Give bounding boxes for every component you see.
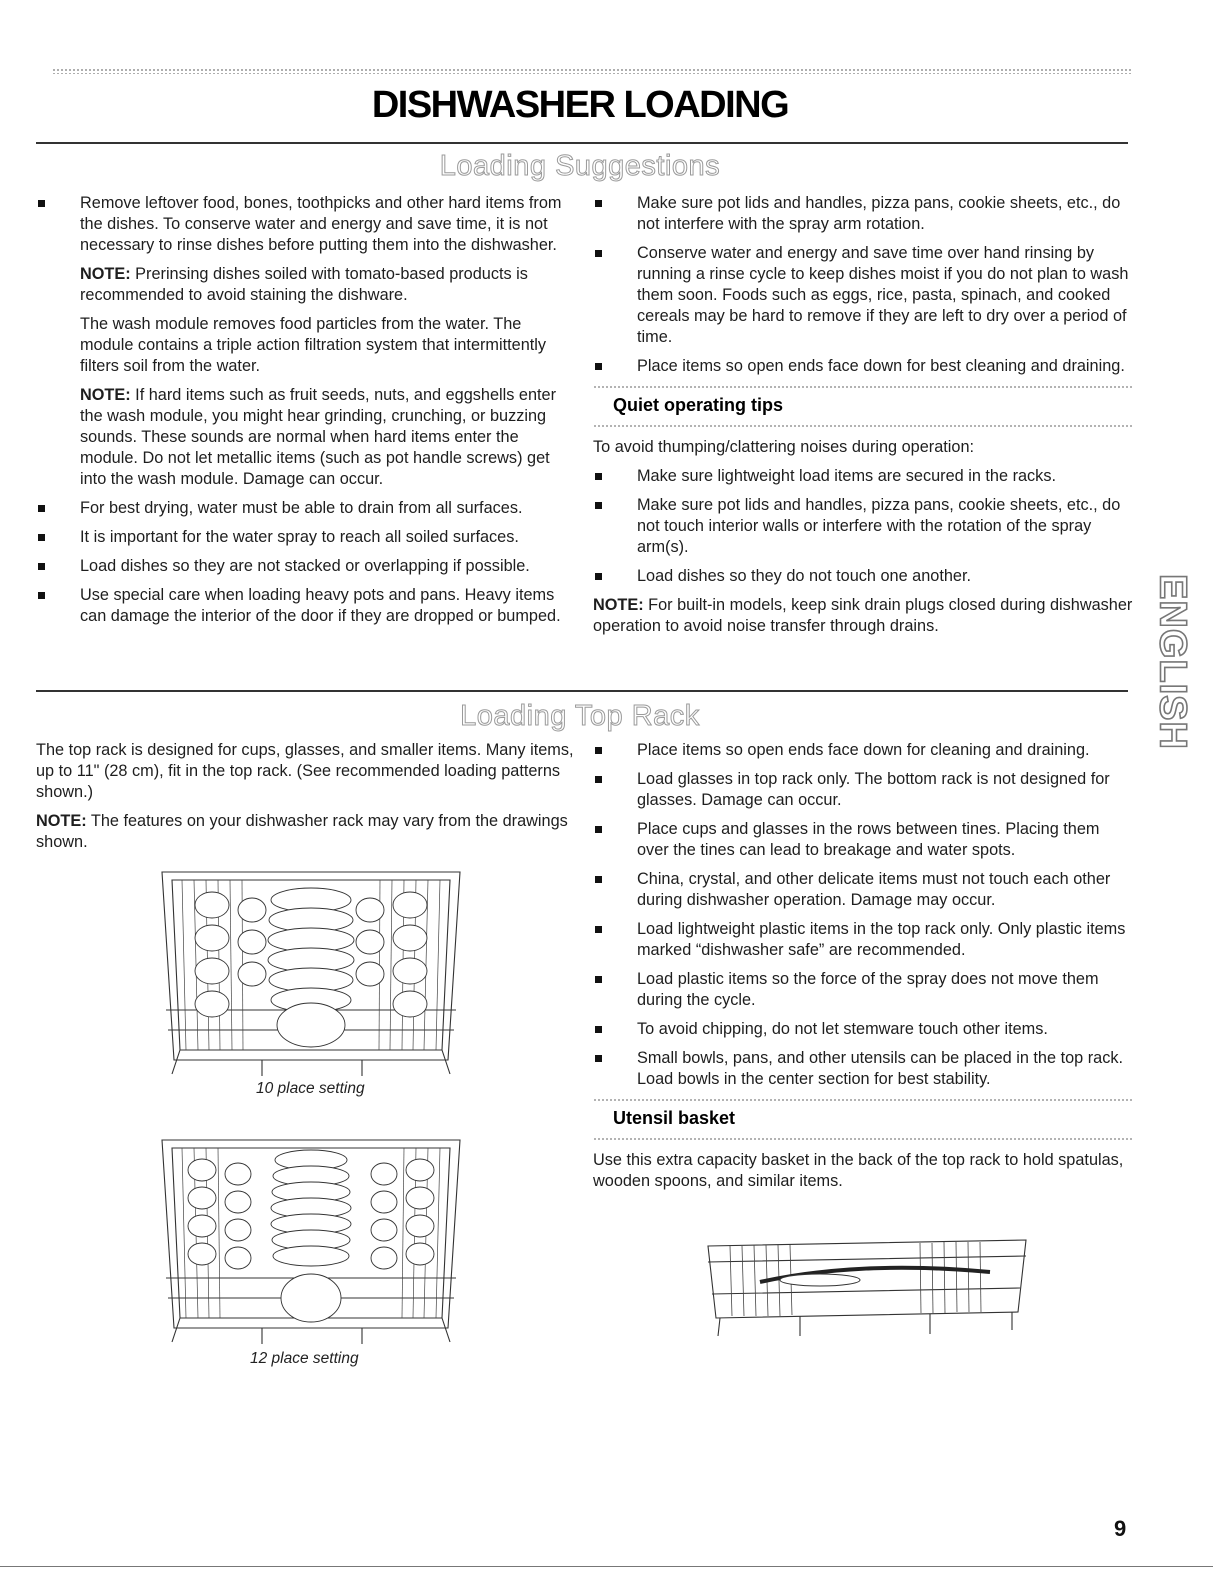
bullet-item: Conserve water and energy and save time over hand rinsing by running a rinse cycle to keep dishes moist if you do not plan to wash them soon. Foods such as eggs, rice, pasta, spinach, and cooked cereals may be hard to remove if they are left to dry over a period of time.: [593, 243, 1133, 348]
bullet-item: Make sure pot lids and handles, pizza pans, cookie sheets, etc., do not touch interior walls or interfere with the rotation of the spray arm(s).: [593, 495, 1133, 558]
quiet-intro: To avoid thumping/clattering noises during operation:: [593, 438, 975, 456]
loading-suggestions-left-column: [36, 193, 576, 635]
subheading-dotted-band: [593, 1137, 1133, 1142]
bullet-item: China, crystal, and other delicate items must not touch each other during dishwasher operation. Damage may occur.: [593, 869, 1133, 911]
bullet-item: For best drying, water must be able to drain from all surfaces.: [36, 498, 576, 519]
bullet-item: Load lightweight plastic items in the top rack only. Only plastic items marked “dishwasher safe” are recommended.: [593, 919, 1133, 961]
figure-caption: 12 place setting: [250, 1350, 359, 1367]
bullet-item: Place items so open ends face down for best cleaning and draining.: [593, 356, 1133, 377]
bullet-item: It is important for the water spray to reach all soiled surfaces.: [36, 527, 576, 548]
rack-12-place-setting-illustration: [152, 1128, 470, 1350]
section-rule: [36, 690, 1128, 692]
top-rack-intro: The top rack is designed for cups, glasses, and smaller items. Many items, up to 11" (28 cm), fit in the top rack. (See recommended loading patterns shown.): [36, 741, 574, 801]
bullet-item: Small bowls, pans, and other utensils can be placed in the top rack. Load bowls in the center section for best stability.: [593, 1048, 1133, 1090]
bullet-item: Make sure lightweight load items are secured in the racks.: [593, 466, 1133, 487]
bottom-rule: [0, 1566, 1213, 1567]
note-label: NOTE:: [36, 812, 87, 830]
note-paragraph: [36, 385, 576, 490]
top-rack-right-column: [593, 740, 1133, 1200]
bullet-item: Load glasses in top rack only. The bottom rack is not designed for glasses. Damage can occur.: [593, 769, 1133, 811]
title-rule: [36, 142, 1128, 144]
bullet-item: To avoid chipping, do not let stemware touch other items.: [593, 1019, 1133, 1040]
loading-top-rack-heading: Loading Top Rack: [460, 700, 700, 732]
figure-caption: 10 place setting: [256, 1080, 365, 1097]
note-text: If hard items such as fruit seeds, nuts, and eggshells enter the wash module, you might hear grinding, crunching, or buzzing sounds. These sounds are normal when hard items enter the module. Do not let metallic items (such as pot handle screws) get into the wash module. Damage can occur.: [80, 386, 557, 488]
language-side-tab: [1151, 562, 1194, 762]
bullet-item: Place cups and glasses in the rows between tines. Placing them over the tines can lead to breakage and water spots.: [593, 819, 1133, 861]
utensil-basket-text: Use this extra capacity basket in the back of the top rack to hold spatulas, wooden spoons, and similar items.: [593, 1151, 1124, 1190]
body-paragraph: The wash module removes food particles from the water. The module contains a triple action filtration system that intermittently filters soil from the water.: [80, 315, 547, 375]
loading-suggestions-right-column: [593, 193, 1133, 645]
quiet-operating-tips-heading: Quiet operating tips: [613, 395, 784, 415]
loading-suggestions-heading: Loading Suggestions: [439, 150, 721, 182]
note-paragraph: [36, 811, 576, 853]
subheading-dotted-band: [593, 424, 1133, 429]
bullet-item: Make sure pot lids and handles, pizza pans, cookie sheets, etc., do not interfere with the spray arm rotation.: [593, 193, 1133, 235]
note-paragraph: [36, 264, 576, 306]
page-title: DISHWASHER LOADING: [371, 84, 789, 126]
page-number: 9: [1114, 1516, 1127, 1541]
note-text: For built-in models, keep sink drain plugs closed during dishwasher operation to avoid noise transfer through drains.: [593, 596, 1133, 635]
bullet-item: Load dishes so they are not stacked or overlapping if possible.: [36, 556, 576, 577]
top-rack-left-column: [36, 740, 576, 861]
utensil-basket-illustration: [700, 1232, 1036, 1344]
utensil-basket-heading: Utensil basket: [613, 1108, 736, 1128]
note-text: The features on your dishwasher rack may vary from the drawings shown.: [36, 812, 568, 851]
bullet-item: Place items so open ends face down for cleaning and draining.: [593, 740, 1133, 761]
bullet-item: Load plastic items so the force of the spray does not move them during the cycle.: [593, 969, 1133, 1011]
note-label: NOTE:: [80, 386, 131, 404]
rack-10-place-setting-illustration: [152, 860, 470, 1082]
bullet-item: Use special care when loading heavy pots and pans. Heavy items can damage the interior of the door if they are dropped or bumped.: [36, 585, 576, 627]
bullet-item: Load dishes so they do not touch one another.: [593, 566, 1133, 587]
note-paragraph: [593, 595, 1133, 637]
bullet-item: Remove leftover food, bones, toothpicks and other hard items from the dishes. To conserve water and energy and save time, it is not necessary to rinse dishes before putting them into the dishwasher.: [36, 193, 576, 256]
note-label: NOTE:: [593, 596, 644, 614]
note-text: Prerinsing dishes soiled with tomato-based products is recommended to avoid staining the dishware.: [80, 265, 528, 304]
side-tab-label: ENGLISH: [1151, 574, 1194, 750]
note-label: NOTE:: [80, 265, 131, 283]
header-dotted-band: [52, 68, 1132, 74]
